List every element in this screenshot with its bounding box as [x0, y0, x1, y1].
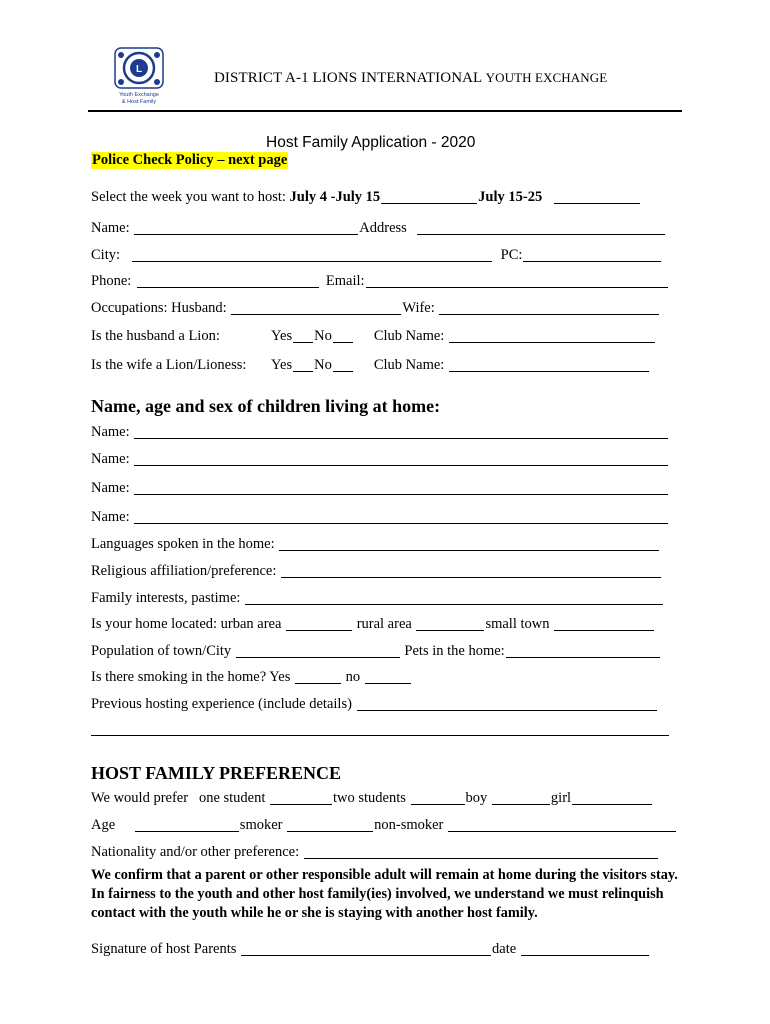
two-students-field[interactable]	[411, 790, 465, 805]
child-row	[91, 477, 669, 497]
pc-field[interactable]	[523, 247, 661, 262]
wife-lion-no-label: No	[314, 357, 332, 373]
religious-field[interactable]	[281, 563, 661, 578]
occupations-row	[91, 297, 660, 317]
interests-label: Family interests, pastime:	[91, 590, 245, 606]
previous-field-continued[interactable]	[91, 735, 669, 736]
week-option-2-field[interactable]	[554, 189, 640, 204]
nationality-field[interactable]	[304, 844, 658, 859]
interests-row	[91, 587, 664, 607]
wife-club-field[interactable]	[449, 357, 649, 372]
week-option-1-label: July 4 -July 15	[289, 189, 381, 205]
pets-field[interactable]	[506, 643, 660, 658]
child-row	[91, 448, 669, 468]
occupation-wife-label: Wife:	[402, 300, 439, 316]
occupation-husband-label: Occupations: Husband:	[91, 300, 231, 316]
week-label: Select the week you want to host:	[91, 189, 290, 205]
police-check-note: Police Check Policy – next page	[92, 152, 288, 168]
email-label: Email:	[325, 273, 365, 289]
child-name-field[interactable]	[134, 424, 668, 439]
svg-text:& Host Family: & Host Family	[121, 99, 157, 105]
smoker-label: smoker	[239, 817, 287, 833]
husband-club-field[interactable]	[449, 328, 655, 343]
husband-lion-no-field[interactable]	[333, 328, 353, 343]
smoker-field[interactable]	[287, 817, 373, 832]
population-label: Population of town/City	[91, 643, 235, 659]
age-row	[91, 814, 677, 834]
address-field[interactable]	[417, 220, 665, 235]
date-field[interactable]	[521, 941, 649, 956]
non-smoker-label: non-smoker	[374, 817, 447, 833]
preference-heading: HOST FAMILY PREFERENCE	[91, 763, 342, 783]
population-row	[91, 640, 661, 660]
phone-label: Phone:	[91, 273, 135, 289]
smoking-no-label: no	[341, 669, 364, 685]
prefer-row	[91, 787, 653, 807]
husband-lion-label: Is the husband a Lion:	[91, 328, 220, 344]
child-name-field[interactable]	[134, 480, 668, 495]
name-address-row	[91, 217, 666, 237]
city-field[interactable]	[132, 247, 492, 262]
form-title: Host Family Application - 2020	[266, 134, 476, 151]
week-option-2-label: July 15-25	[478, 189, 543, 205]
signature-field[interactable]	[241, 941, 491, 956]
date-label: date	[492, 941, 520, 957]
location-row	[91, 613, 655, 633]
husband-club-label: Club Name:	[373, 328, 448, 344]
city-pc-row	[91, 244, 662, 264]
urban-field[interactable]	[286, 616, 352, 631]
child-name-label: Name:	[91, 480, 134, 496]
org-title-main: DISTRICT A-1 LIONS INTERNATIONAL	[214, 70, 486, 86]
child-name-label: Name:	[91, 451, 134, 467]
boy-label: boy	[465, 790, 491, 806]
signature-label: Signature of host Parents	[91, 941, 241, 957]
name-label: Name:	[91, 220, 134, 236]
signature-row	[91, 938, 650, 958]
svg-text:L: L	[135, 64, 143, 75]
pc-label: PC:	[500, 247, 523, 263]
urban-label: Is your home located: urban area	[91, 616, 286, 632]
child-name-label: Name:	[91, 424, 134, 440]
two-students-label: two students	[333, 790, 410, 806]
confirmation-statement: We confirm that a parent or other responsible adult will remain at home during the visitors stay. In fairness to the youth and other host family(ies) involved, we understand we must relinquish contact with the youth while he or she is staying with another host family.	[91, 867, 678, 921]
phone-email-row	[91, 270, 669, 290]
nationality-label: Nationality and/or other preference:	[91, 844, 303, 860]
age-label: Age	[91, 817, 119, 833]
pets-label: Pets in the home:	[400, 643, 505, 659]
header-divider	[88, 110, 682, 112]
rural-label: rural area	[353, 616, 416, 632]
girl-field[interactable]	[572, 790, 652, 805]
languages-field[interactable]	[279, 536, 659, 551]
interests-field[interactable]	[245, 590, 663, 605]
child-name-label: Name:	[91, 509, 134, 525]
email-field[interactable]	[366, 273, 668, 288]
previous-row	[91, 693, 658, 713]
wife-club-label: Club Name:	[373, 357, 448, 373]
children-heading: Name, age and sex of children living at home:	[91, 396, 441, 416]
name-field[interactable]	[134, 220, 358, 235]
age-field[interactable]	[135, 817, 239, 832]
languages-label: Languages spoken in the home:	[91, 536, 279, 552]
svg-text:Youth Exchange: Youth Exchange	[119, 92, 159, 98]
boy-field[interactable]	[492, 790, 550, 805]
wife-lion-no-field[interactable]	[333, 357, 353, 372]
occupation-husband-field[interactable]	[231, 300, 401, 315]
address-label: Address	[359, 220, 407, 236]
week-option-1-field[interactable]	[381, 189, 477, 204]
occupation-wife-field[interactable]	[439, 300, 659, 315]
smoking-row	[91, 666, 412, 686]
religious-label: Religious affiliation/preference:	[91, 563, 280, 579]
languages-row	[91, 533, 660, 553]
husband-lion-row	[91, 325, 656, 345]
wife-lion-yes-label: Yes	[271, 357, 293, 373]
small-town-label: small town	[485, 616, 554, 632]
girl-label: girl	[550, 790, 572, 806]
city-label: City:	[91, 247, 124, 263]
org-title-small: YOUTH EXCHANGE	[485, 70, 608, 85]
child-row	[91, 421, 669, 441]
week-row	[91, 186, 641, 206]
wife-lion-label: Is the wife a Lion/Lioness:	[91, 357, 247, 373]
org-title	[214, 70, 607, 87]
lions-youth-exchange-logo-icon	[112, 46, 166, 108]
child-name-field[interactable]	[134, 451, 668, 466]
one-student-label: We would prefer one student	[91, 790, 270, 806]
wife-lion-row	[91, 354, 650, 374]
smoking-yes-label: Is there smoking in the home? Yes	[91, 669, 294, 685]
husband-lion-yes-field[interactable]	[293, 328, 313, 343]
wife-lion-yes-field[interactable]	[293, 357, 313, 372]
smoking-no-field[interactable]	[365, 669, 411, 684]
previous-label: Previous hosting experience (include details)	[91, 696, 356, 712]
phone-field[interactable]	[137, 273, 319, 288]
one-student-field[interactable]	[270, 790, 332, 805]
husband-lion-no-label: No	[314, 328, 332, 344]
population-field[interactable]	[236, 643, 400, 658]
religious-row	[91, 560, 662, 580]
previous-field[interactable]	[357, 696, 657, 711]
smoking-yes-field[interactable]	[295, 669, 341, 684]
child-name-field[interactable]	[134, 509, 668, 524]
husband-lion-yes-label: Yes	[271, 328, 293, 344]
child-row	[91, 506, 669, 526]
non-smoker-field[interactable]	[448, 817, 676, 832]
rural-field[interactable]	[416, 616, 484, 631]
small-town-field[interactable]	[554, 616, 654, 631]
nationality-row	[91, 841, 659, 861]
